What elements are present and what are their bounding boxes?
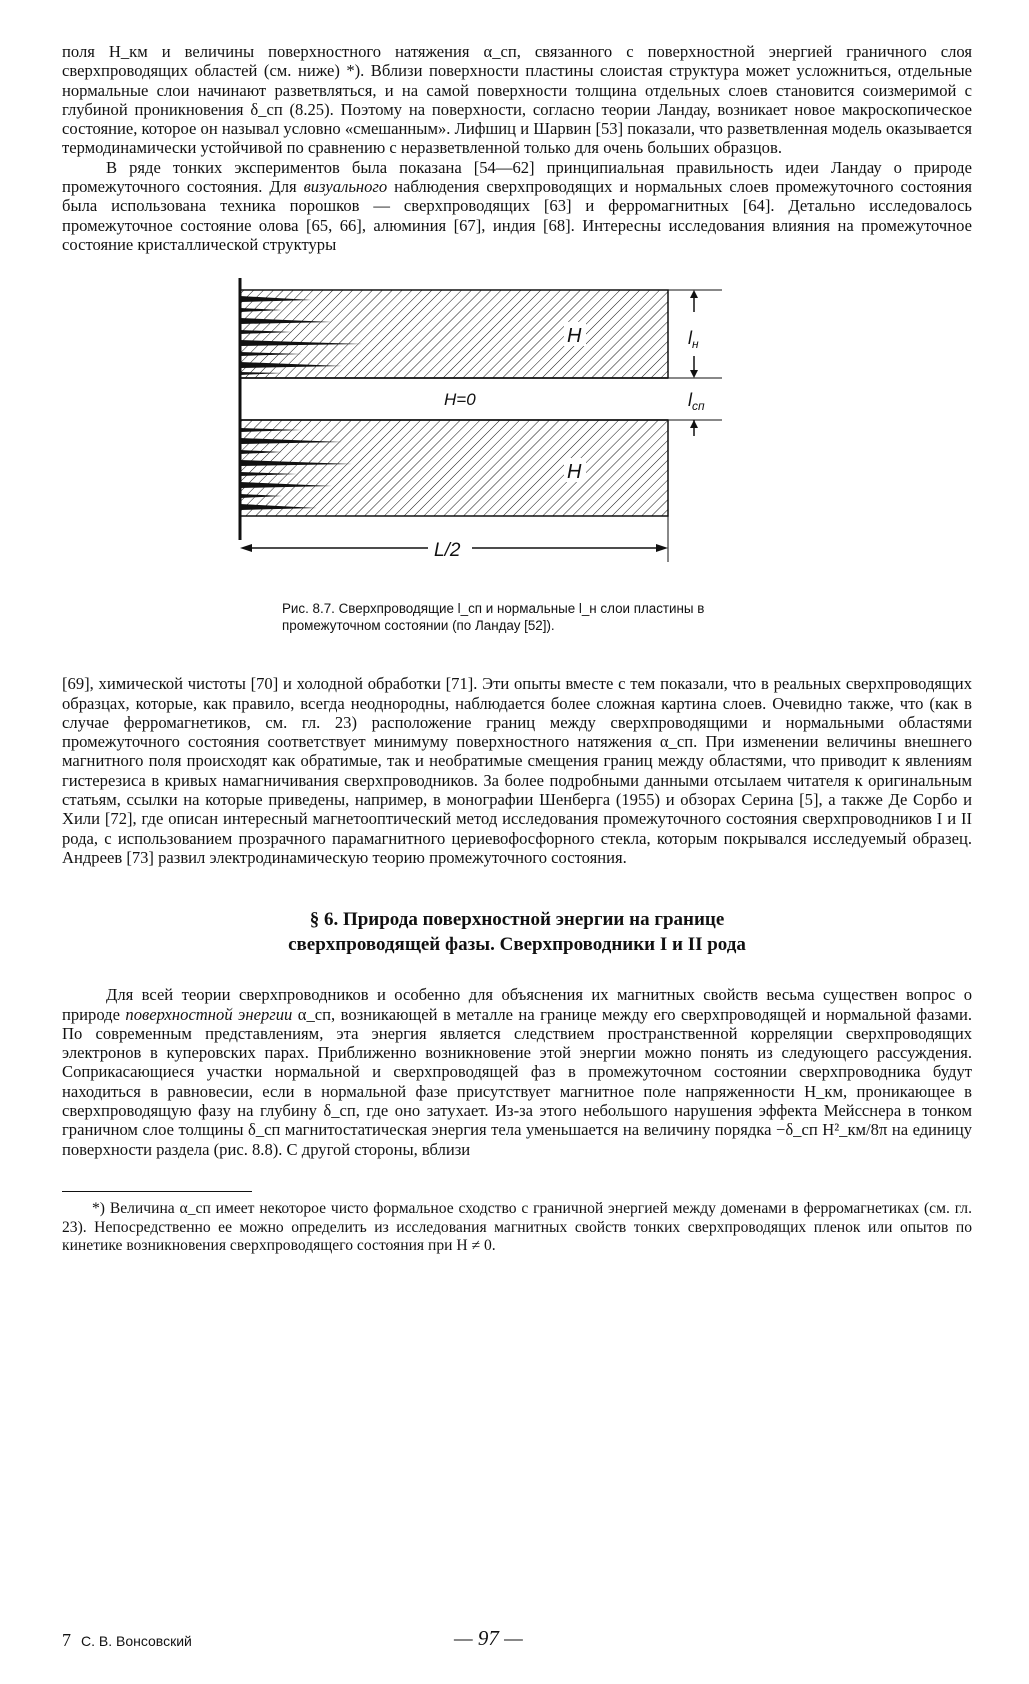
label-lsp: $l_{сп}$ bbox=[688, 390, 705, 414]
signature-number: 7 bbox=[62, 1630, 71, 1650]
label-ln: $l_н$ bbox=[688, 328, 699, 352]
section-heading-line-2: сверхпроводящей фазы. Сверхпроводники I и II рода bbox=[288, 934, 746, 956]
page-body bbox=[62, 42, 972, 1256]
figure-caption: Рис. 8.7. Сверхпроводящие l_сп и нормальные l_н слои пластины в промежуточном состоянии (по Ландау [52]). bbox=[282, 601, 705, 634]
paragraph-2 bbox=[62, 158, 972, 254]
paragraph-1: поля H_км и величины поверхностного натяжения α_сп, связанного с поверхностной энергией граничного слоя сверхпроводящих областей (см. ниже) *). Вблизи поверхности пластины слоистая структура может усложниться, отдельные нормальные слои начинают разветвляться, и на самой поверхности толщина отдельных слоев становится соизмеримой с глубиной проникновения δ_сп (8.25). Поэтому на поверхности, согласно теории Ландау, возникает новое макроскопическое состояние, которое он называл условно «смешанным». Лифшиц и Шарвин [53] показали, что разветвленная модель оказывается термодинамически устойчивой по сравнению с неразветвленной только для очень больших образцов. bbox=[62, 42, 972, 158]
page-number: — 97 — bbox=[454, 1626, 523, 1650]
footnote-divider bbox=[62, 1191, 252, 1192]
paragraph-4-emphasis: поверхностной энергии bbox=[125, 1004, 293, 1024]
paragraph-2-emphasis: визуального bbox=[303, 177, 388, 197]
normal-layer-bottom bbox=[240, 420, 668, 516]
paragraph-2-part-a: В ряде тонких экспериментов была показана [54—62] принципиальная правильность идеи Ландау о природе промежуточного состояния. Для bbox=[62, 157, 972, 197]
signature-text: С. В. Вонсовский bbox=[81, 1633, 192, 1649]
section-heading-line-1: § 6. Природа поверхностной энергии на границе bbox=[309, 909, 725, 931]
label-H0: H=0 bbox=[444, 390, 476, 410]
section-heading bbox=[62, 907, 972, 957]
paragraph-2-part-b: наблюдения сверхпроводящих и нормальных слоев промежуточного состояния была использована техника порошков — сверхпроводящих [63] и ферромагнитных [64]. Детально исследовалось промежуточное состояние олова [65, 66], алюминия [67], индия [68]. Интересны исследования влияния на промежуточное состояние кристаллической структуры bbox=[62, 177, 972, 254]
paragraph-4-part-a: Для всей теории сверхпроводников и особенно для объяснения их магнитных свойств весьма существен вопрос о природе bbox=[62, 985, 972, 1024]
paragraph-3: [69], химической чистоты [70] и холодной обработки [71]. Эти опыты вместе с тем показали, что в реальных сверхпроводящих образцах, которые, как правило, всегда неоднородны, наблюдается более сложная картина слоев. Очевидно также, что (как в случае ферромагнетиков, см. гл. 23) расположение границ между сверхпроводящими и нормальными областями промежуточного состояния соответствует минимуму поверхностного натяжения α_сп. При изменении величины внешнего магнитного поля происходят как обратимые, так и необратимые смещения границ между областями, что приводит к явлениям гистерезиса в кривых намагничивания сверхпроводников. За более подробными данными отсылаем читателя к оригинальным статьям, ссылки на которые приведены, например, в монографии Шенберга (1955) и обзорах Серина [5], а также Де Сорбо и Хили [72], где описан интересный магнетооптический метод исследования промежуточного состояния сверхпроводников I и II рода, с использованием прозрачного парамагнитного цериевофосфорного стекла, которым покрывался исследуемый образец. Андреев [73] развил электродинамическую теорию промежуточного состояния. bbox=[62, 674, 972, 867]
label-H-bottom: H bbox=[567, 461, 582, 484]
label-L2: L/2 bbox=[434, 540, 461, 562]
figure-diagram bbox=[222, 272, 782, 582]
page-footer bbox=[62, 1626, 972, 1660]
footnote: *) Величина α_сп имеет некоторое чисто формальное сходство с граничной энергией между доменами в ферромагнетиках (см. гл. 23). Непосредственно ее можно определить из исследования магнитных свойств тонких сверхпроводящих пленок или опытов по кинетике возникновения сверхпроводящего состояния при H ≠ 0. bbox=[62, 1199, 972, 1255]
paragraph-4 bbox=[62, 985, 972, 1159]
printer-signature bbox=[62, 1630, 192, 1651]
label-H-top: H bbox=[567, 325, 582, 348]
paragraph-4-part-b: α_сп, возникающей в металле на границе между его сверхпроводящей и нормальной фазами. По современным представлениям, эта энергия является следствием пространственной корреляции сверхпроводящих электронов в куперовских парах. Приближенно возникновение этой энергии можно понять из следующего рассуждения. Соприкасающиеся участки нормальной и сверхпроводящей фаз в промежуточном состоянии сверхпроводника будут находиться в равновесии, если в нормальной фазе присутствует магнитное поле напряженности H_км, проникающее в сверхпроводящую фазу на глубину δ_сп, где оно затухает. Из-за этого небольшого нарушения эффекта Мейсснера в тонком граничном слое толщины δ_сп магнитостатическая энергия тела уменьшается на величину порядка −δ_сп H²_км/8π на единицу поверхности раздела (рис. 8.8). С другой стороны, вблизи bbox=[62, 1004, 972, 1159]
figure-8-7 bbox=[62, 272, 972, 674]
